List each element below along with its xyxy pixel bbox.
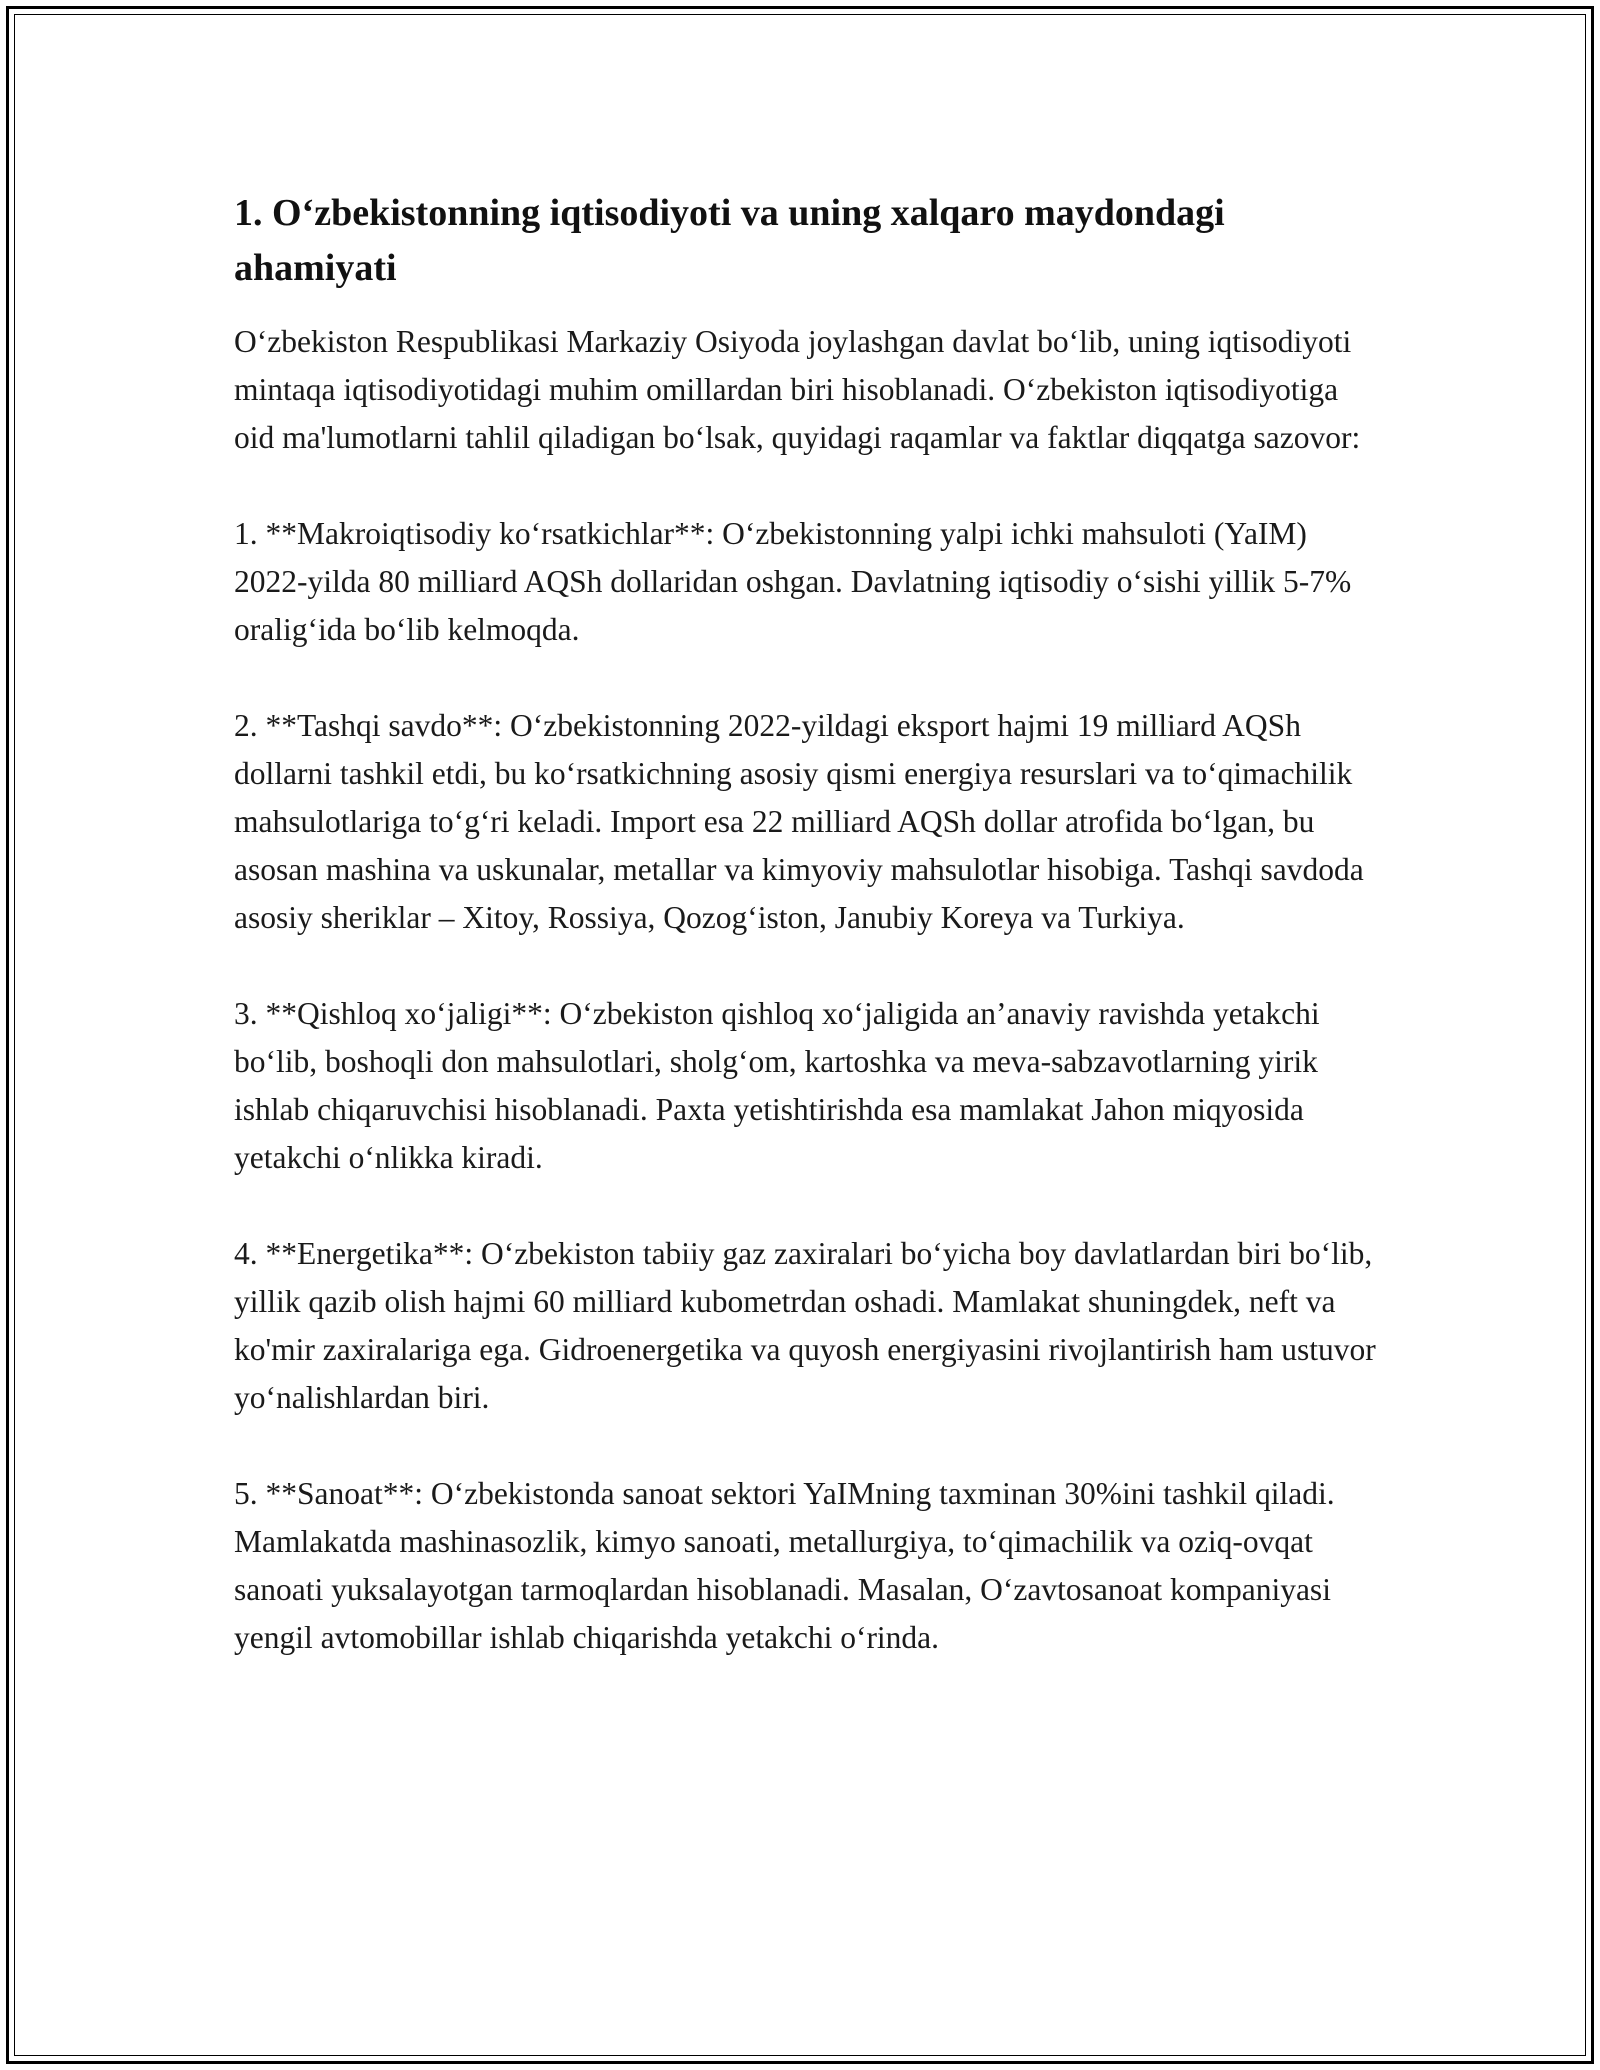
list-item-industry: 5. **Sanoat**: O‘zbekistonda sanoat sektori YaIMning taxminan 30%ini tashkil qiladi. Mamlakatda mashinasozlik, kimyo sanoati, metallurgiya, to‘qimachilik va oziq-ovqat sanoati yuksalayotgan tarmoqlardan hisoblanadi. Masalan, O‘zavtosanoat kompaniyasi yengil avtomobillar ishlab chiqarishda yetakchi o‘rinda. — [234, 1476, 1335, 1655]
list-item-energy: 4. **Energetika**: O‘zbekiston tabiiy gaz zaxiralari bo‘yicha boy davlatlardan biri bo‘lib, yillik qazib olish hajmi 60 milliard kubometrdan oshadi. Mamlakat shuningdek, neft va ko'mir zaxiralariga ega. Gidroenergetika va quyosh energiyasini rivojlantirish ham ustuvor yo‘nalishlardan biri. — [234, 1236, 1376, 1415]
list-item-foreign-trade: 2. **Tashqi savdo**: O‘zbekistonning 2022-yildagi eksport hajmi 19 milliard AQSh dollarni tashkil etdi, bu ko‘rsatkichning asosiy qismi energiya resurslari va to‘qimachilik mahsulotlariga to‘g‘ri keladi. Import esa 22 milliard AQSh dollar atrofida bo‘lgan, bu asosan mashina va uskunalar, metallar va kimyoviy mahsulotlar hisobiga. Tashqi savdoda asosiy sheriklar – Xitoy, Rossiya, Qozog‘iston, Janubiy Koreya va Turkiya. — [234, 708, 1364, 935]
section-heading: 1. O‘zbekistonning iqtisodiyoti va uning xalqaro maydondagi ahamiyati — [234, 192, 1225, 289]
list-item-agriculture: 3. **Qishloq xo‘jaligi**: O‘zbekiston qishloq xo‘jaligida an’anaviy ravishda yetakchi bo‘lib, boshoqli don mahsulotlari, sholg‘om, kartoshka va meva-sabzavotlarning yirik ishlab chiqaruvchisi hisoblanadi. Paxta yetishtirishda esa mamlakat Jahon miqyosida yetakchi o‘nlikka kiradi. — [234, 996, 1320, 1175]
document-body — [234, 186, 1384, 1662]
intro-paragraph: O‘zbekiston Respublikasi Markaziy Osiyoda joylashgan davlat bo‘lib, uning iqtisodiyoti mintaqa iqtisodiyotidagi muhim omillardan biri hisoblanadi. O‘zbekiston iqtisodiyotiga oid ma'lumotlarni tahlil qiladigan bo‘lsak, quyidagi raqamlar va faktlar diqqatga sazovor: — [234, 324, 1361, 455]
list-item-macroeconomics: 1. **Makroiqtisodiy ko‘rsatkichlar**: O‘zbekistonning yalpi ichki mahsuloti (YaIM) 2022-yilda 80 milliard AQSh dollaridan oshgan. Davlatning iqtisodiy o‘sishi yillik 5-7% oralig‘ida bo‘lib kelmoqda. — [234, 516, 1352, 647]
